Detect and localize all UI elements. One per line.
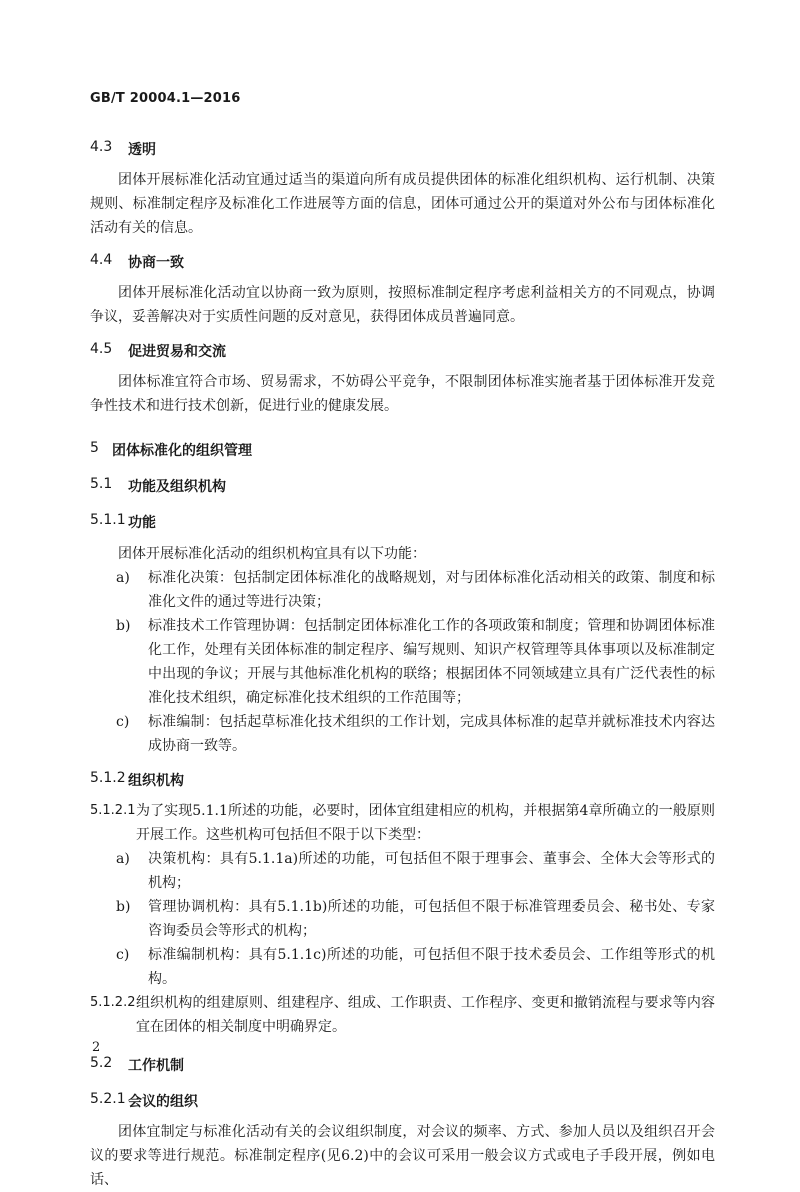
list-marker: c) — [116, 947, 130, 963]
list-item — [90, 847, 715, 895]
clause-number: 4.3 — [90, 139, 113, 155]
clause-number: 5.1.2.2 — [90, 995, 136, 1010]
heading-5-2-1 — [90, 1091, 715, 1111]
list-item-text: 标准技术工作管理协调：包括制定团体标准化工作的各项政策和制度；管理和协调团体标准化工作，处理有关团体标准的制定程序、编写规则、知识产权管理等具体事项以及标准制定中出现的争议；开展与其他标准化机构的联络；根据团体不同领域建立具有广泛代表性的标准化技术组织，确定标准化技术组织的工作范围等； — [148, 618, 715, 706]
list-item — [90, 566, 715, 614]
paragraph-4-3: 团体开展标准化活动宜通过适当的渠道向所有成员提供团体的标准化组织机构、运行机制、决策规则、标准制定程序及标准化工作进展等方面的信息，团体可通过公开的渠道对外公布与团体标准化活动有关的信息。 — [90, 172, 715, 236]
clause-title: 组织机构 — [128, 773, 184, 789]
list-marker: b) — [116, 899, 131, 915]
list-item — [90, 943, 715, 991]
heading-4-4 — [90, 252, 715, 272]
clause-5-1-2-1 — [90, 799, 715, 847]
clause-title: 促进贸易和交流 — [128, 344, 226, 360]
paragraph-5-1-1-intro: 团体开展标准化活动的组织机构宜具有以下功能： — [118, 546, 426, 562]
heading-5-1-2 — [90, 770, 715, 790]
heading-5-1 — [90, 476, 715, 496]
clause-number: 4.5 — [90, 341, 113, 357]
heading-5-1-1 — [90, 512, 715, 532]
clause-title: 工作机制 — [128, 1058, 184, 1074]
standard-code-header: GB/T 20004.1—2016 — [90, 91, 241, 106]
clause-number: 5.1.1 — [90, 512, 126, 528]
clause-number: 5.1 — [90, 476, 113, 492]
list-marker: c) — [116, 714, 130, 730]
heading-4-5 — [90, 341, 715, 361]
page-body — [90, 139, 715, 1192]
paragraph-5-2-1: 团体宜制定与标准化活动有关的会议组织制度，对会议的频率、方式、参加人员以及组织召开会议的要求等进行规范。标准制定程序(见6.2)中的会议可采用一般会议方式或电子手段开展，例如电话、 — [90, 1124, 715, 1188]
list-marker: b) — [116, 618, 131, 634]
clause-number: 5 — [90, 440, 99, 456]
list-marker: a) — [116, 851, 130, 867]
heading-5 — [90, 440, 715, 460]
clause-number: 4.4 — [90, 252, 113, 268]
function-list — [90, 566, 715, 758]
clause-number: 5.1.2.1 — [90, 803, 136, 818]
clause-number: 5.2.1 — [90, 1091, 126, 1107]
paragraph-4-4: 团体开展标准化活动宜以协商一致为原则，按照标准制定程序考虑利益相关方的不同观点，协调争议，妥善解决对于实质性问题的反对意见，获得团体成员普遍同意。 — [90, 285, 715, 325]
list-item-text: 决策机构：具有5.1.1a)所述的功能，可包括但不限于理事会、董事会、全体大会等形式的机构； — [148, 851, 715, 891]
list-item — [90, 710, 715, 758]
clause-title: 透明 — [128, 142, 156, 158]
clause-title: 协商一致 — [128, 255, 184, 271]
list-item — [90, 895, 715, 943]
clause-title: 功能 — [128, 515, 156, 531]
list-item-text: 标准编制：包括起草标准化技术组织的工作计划，完成具体标准的起草并就标准技术内容达成协商一致等。 — [148, 714, 715, 754]
list-item-text: 管理协调机构：具有5.1.1b)所述的功能，可包括但不限于标准管理委员会、秘书处、专家咨询委员会等形式的机构； — [148, 899, 715, 939]
organization-type-list — [90, 847, 715, 991]
heading-4-3 — [90, 139, 715, 159]
heading-5-2 — [90, 1055, 715, 1075]
clause-text: 为了实现5.1.1所述的功能，必要时，团体宜组建相应的机构，并根据第4章所确立的一般原则开展工作。这些机构可包括但不限于以下类型： — [136, 803, 715, 843]
clause-text: 组织机构的组建原则、组建程序、组成、工作职责、工作程序、变更和撤销流程与要求等内容宜在团体的相关制度中明确界定。 — [136, 995, 715, 1035]
list-item-text: 标准编制机构：具有5.1.1c)所述的功能，可包括但不限于技术委员会、工作组等形式的机构。 — [148, 947, 715, 987]
list-item — [90, 614, 715, 710]
clause-number: 5.2 — [90, 1055, 113, 1071]
clause-title: 功能及组织机构 — [128, 479, 226, 495]
list-marker: a) — [116, 570, 130, 586]
paragraph-4-5: 团体标准宜符合市场、贸易需求，不妨碍公平竞争，不限制团体标准实施者基于团体标准开发竞争性技术和进行技术创新，促进行业的健康发展。 — [90, 374, 715, 414]
clause-number: 5.1.2 — [90, 770, 126, 786]
page-number: 2 — [92, 1040, 101, 1055]
clause-5-1-2-2 — [90, 991, 715, 1039]
list-item-text: 标准化决策：包括制定团体标准化的战略规划，对与团体标准化活动相关的政策、制度和标准化文件的通过等进行决策； — [148, 570, 715, 610]
clause-title: 会议的组织 — [128, 1094, 198, 1110]
clause-title: 团体标准化的组织管理 — [112, 443, 252, 459]
